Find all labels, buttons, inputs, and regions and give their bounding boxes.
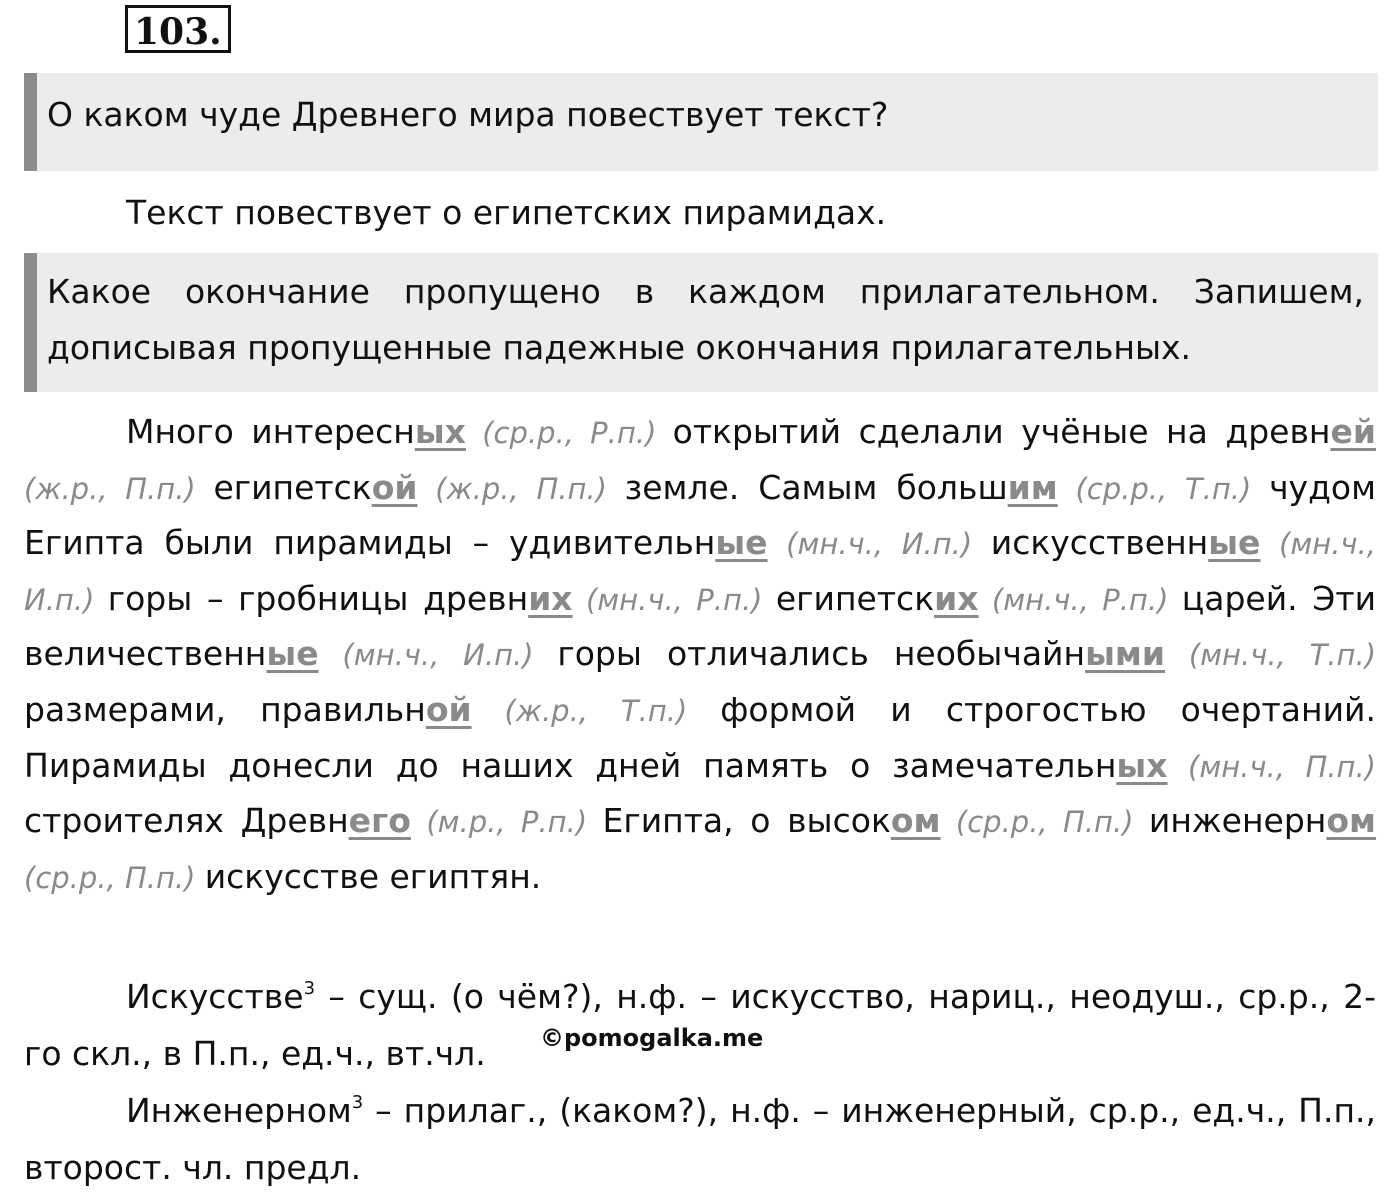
watermark: ©pomogalka.me (540, 1024, 764, 1052)
text-fragment: искусстве египтян. (204, 856, 542, 896)
grammar-hint: (ср.р., П.п.) (940, 805, 1149, 840)
question-1: О каком чуде Древнего мира повествует текст? (24, 73, 1378, 171)
case-ending: ые (266, 634, 319, 674)
grammar-hint: (ж.р., П.п.) (417, 471, 625, 506)
text-fragment: земле. Самым больш (624, 467, 1008, 507)
text-fragment: формой и строгостью очертаний. Пирамиды донесли до наших дней память о замечательн (24, 689, 1376, 785)
text-fragment: горы – гробницы древн (107, 578, 529, 618)
grammar-hint: (мн.ч., Р.п.) (978, 582, 1182, 617)
text-fragment: открытий сделали учёные на древн (672, 412, 1331, 451)
grammar-hint: (ср.р., П.п.) (24, 860, 205, 895)
parse-inzhenernom (24, 1082, 1376, 1196)
case-ending: ом (1326, 801, 1377, 841)
case-ending: ой (425, 689, 472, 729)
case-ending: их (934, 578, 979, 618)
case-ending: ые (1208, 523, 1261, 563)
grammar-hint: (ж.р., Т.п.) (471, 693, 721, 728)
answer-1: Текст повествует о египетских пирамидах. (126, 193, 887, 232)
case-ending: ых (414, 412, 466, 451)
text-fragment: египетск (775, 578, 935, 618)
text-fragment: чудом Египта были пирамиды – удивительн (24, 467, 1376, 563)
grammar-hint: (мн.ч., П.п.) (1167, 749, 1376, 784)
grammar-hint: (мн.ч., И.п.) (767, 527, 991, 562)
parse-word: Искусстве (126, 977, 304, 1016)
case-ending: им (1007, 467, 1058, 507)
parse-superscript: 3 (303, 978, 316, 999)
case-ending: ыми (1085, 634, 1166, 674)
case-ending: ом (890, 801, 941, 841)
grammar-hint: (мн.ч., Р.п.) (572, 582, 776, 617)
exercise-number: 103. (125, 5, 231, 53)
grammar-hint: (мн.ч., И.п.) (318, 638, 558, 673)
grammar-hint: (ср.р., Р.п.) (465, 416, 673, 450)
case-ending: их (528, 578, 573, 618)
parse-description: – сущ. (о чём?), н.ф. – искусство, нариц., неодуш., ср.р., 2-го скл., в П.п., ед.ч., вт.чл. (24, 977, 1376, 1073)
text-fragment: искусственн (990, 523, 1209, 563)
grammar-hint: (м.р., Р.п.) (410, 805, 603, 840)
text-fragment: Много интересн (126, 412, 415, 451)
grammar-hint: (мн.ч., И.п.) (24, 527, 1376, 617)
text-fragment: Египта, о высок (602, 801, 891, 841)
parse-word: Инженерном (126, 1091, 352, 1130)
question-2: Какое окончание пропущено в каждом прилагательном. Запишем, дописывая пропущенные падежные окончания прилагательных. (24, 253, 1378, 392)
parse-superscript: 3 (351, 1092, 364, 1113)
case-ending: его (348, 801, 411, 841)
text-fragment: египетск (213, 467, 372, 507)
case-ending: ых (1116, 745, 1168, 785)
exercise-text (24, 405, 1376, 905)
case-ending: ей (1330, 412, 1376, 451)
text-fragment: размерами, правильн (24, 689, 426, 729)
grammar-hint: (мн.ч., Т.п.) (1165, 638, 1377, 673)
grammar-hint: (ср.р., Т.п.) (1057, 471, 1270, 506)
grammar-hint: (ж.р., П.п.) (24, 471, 214, 506)
case-ending: ой (371, 467, 418, 507)
text-fragment: царей. Эти величественн (24, 578, 1377, 674)
text-fragment: инженерн (1148, 801, 1327, 841)
text-fragment: горы отличались необычайн (557, 634, 1086, 674)
case-ending: ые (715, 523, 768, 563)
text-fragment: строителях Древн (24, 801, 349, 841)
parse-description: – прилаг., (каком?), н.ф. – инженерный, ср.р., ед.ч., П.п., второст. чл. предл. (24, 1091, 1376, 1187)
